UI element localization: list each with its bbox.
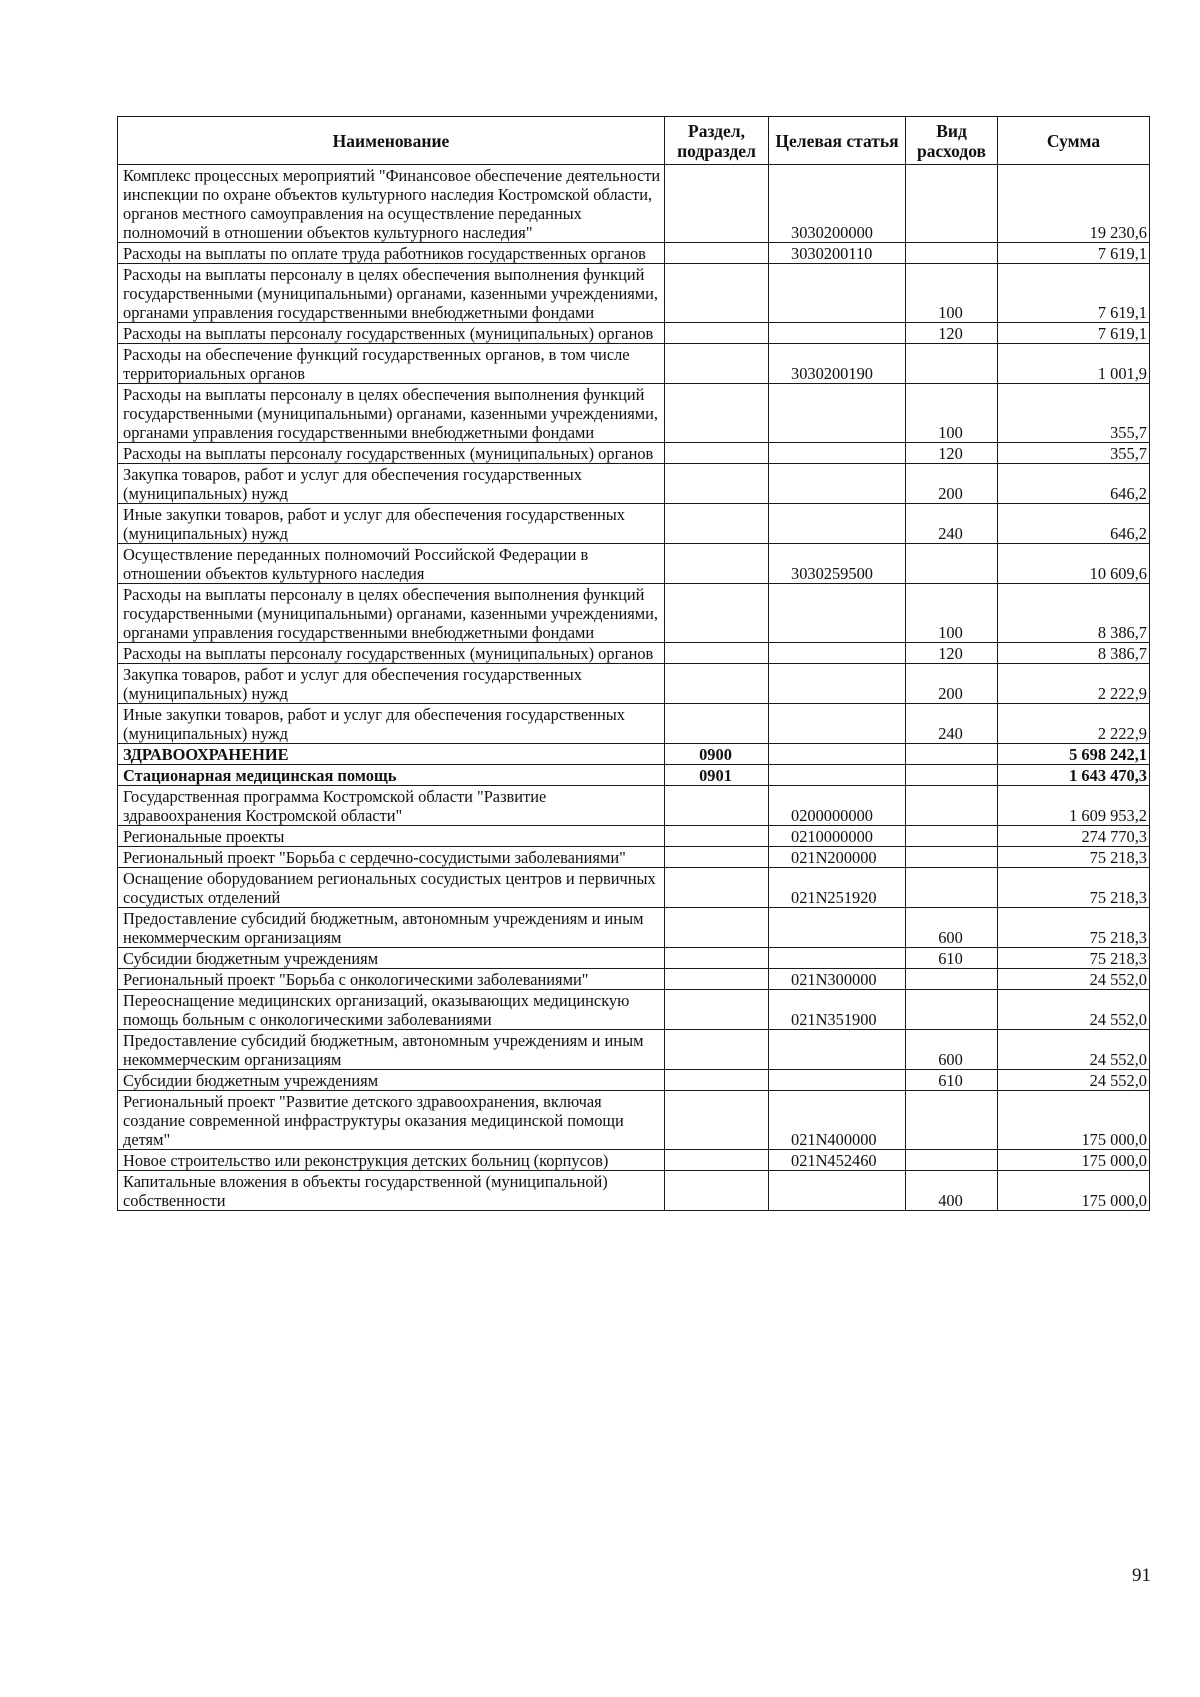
cell-razdel bbox=[665, 584, 769, 643]
cell-razdel bbox=[665, 464, 769, 504]
table-row bbox=[118, 323, 1150, 344]
cell-razdel bbox=[665, 948, 769, 969]
cell-name: Предоставление субсидий бюджетным, автономным учреждениям и иным некоммерческим организациям bbox=[118, 908, 665, 948]
cell-vid: 400 bbox=[906, 1171, 998, 1211]
cell-vid bbox=[906, 744, 998, 765]
cell-name: Переоснащение медицинских организаций, оказывающих медицинскую помощь больным с онкологическими заболеваниями bbox=[118, 990, 665, 1030]
cell-name: Оснащение оборудованием региональных сосудистых центров и первичных сосудистых отделений bbox=[118, 868, 665, 908]
cell-sum: 75 218,3 bbox=[998, 948, 1150, 969]
cell-target bbox=[769, 443, 906, 464]
cell-razdel bbox=[665, 990, 769, 1030]
header-row bbox=[118, 117, 1150, 165]
cell-sum: 75 218,3 bbox=[998, 908, 1150, 948]
cell-target bbox=[769, 323, 906, 344]
cell-razdel bbox=[665, 264, 769, 323]
cell-sum: 8 386,7 bbox=[998, 584, 1150, 643]
cell-target bbox=[769, 504, 906, 544]
cell-vid: 240 bbox=[906, 504, 998, 544]
cell-vid: 600 bbox=[906, 1030, 998, 1070]
table-row bbox=[118, 704, 1150, 744]
cell-vid: 120 bbox=[906, 643, 998, 664]
cell-name: Расходы на выплаты по оплате труда работников государственных органов bbox=[118, 243, 665, 264]
cell-razdel bbox=[665, 443, 769, 464]
table-row bbox=[118, 1171, 1150, 1211]
cell-target bbox=[769, 1171, 906, 1211]
cell-target bbox=[769, 664, 906, 704]
cell-vid: 610 bbox=[906, 948, 998, 969]
cell-vid: 100 bbox=[906, 384, 998, 443]
cell-sum: 75 218,3 bbox=[998, 847, 1150, 868]
page-number: 91 bbox=[1132, 1565, 1151, 1586]
cell-vid: 240 bbox=[906, 704, 998, 744]
header-target: Целевая статья bbox=[769, 117, 906, 165]
cell-target bbox=[769, 384, 906, 443]
cell-name: Закупка товаров, работ и услуг для обеспечения государственных (муниципальных) нужд bbox=[118, 664, 665, 704]
table-row bbox=[118, 908, 1150, 948]
cell-vid bbox=[906, 1091, 998, 1150]
table-row bbox=[118, 643, 1150, 664]
cell-razdel bbox=[665, 323, 769, 344]
budget-sheet bbox=[117, 116, 1149, 1211]
cell-target: 3030200190 bbox=[769, 344, 906, 384]
cell-name: Капитальные вложения в объекты государственной (муниципальной) собственности bbox=[118, 1171, 665, 1211]
table-row bbox=[118, 868, 1150, 908]
cell-vid bbox=[906, 165, 998, 243]
table-row bbox=[118, 504, 1150, 544]
cell-sum: 274 770,3 bbox=[998, 826, 1150, 847]
cell-sum: 646,2 bbox=[998, 504, 1150, 544]
cell-sum: 1 643 470,3 bbox=[998, 765, 1150, 786]
cell-name: Расходы на выплаты персоналу в целях обеспечения выполнения функций государственными (муниципальными) органами, казенными учреждениями, органами управления государственными внебюджетными фондами bbox=[118, 384, 665, 443]
cell-target: 0200000000 bbox=[769, 786, 906, 826]
cell-name: Иные закупки товаров, работ и услуг для обеспечения государственных (муниципальных) нужд bbox=[118, 504, 665, 544]
cell-name: Расходы на выплаты персоналу государственных (муниципальных) органов bbox=[118, 443, 665, 464]
cell-target: 0210000000 bbox=[769, 826, 906, 847]
cell-vid: 200 bbox=[906, 664, 998, 704]
cell-target: 3030259500 bbox=[769, 544, 906, 584]
cell-name: Новое строительство или реконструкция детских больниц (корпусов) bbox=[118, 1150, 665, 1171]
cell-name: Расходы на выплаты персоналу в целях обеспечения выполнения функций государственными (муниципальными) органами, казенными учреждениями, органами управления государственными внебюджетными фондами bbox=[118, 584, 665, 643]
cell-razdel bbox=[665, 243, 769, 264]
table-body bbox=[118, 165, 1150, 1211]
table-row bbox=[118, 744, 1150, 765]
header-razdel: Раздел, подраздел bbox=[665, 117, 769, 165]
cell-vid: 120 bbox=[906, 323, 998, 344]
cell-target: 021N351900 bbox=[769, 990, 906, 1030]
cell-vid bbox=[906, 969, 998, 990]
cell-sum: 1 609 953,2 bbox=[998, 786, 1150, 826]
cell-target: 3030200110 bbox=[769, 243, 906, 264]
cell-target bbox=[769, 264, 906, 323]
cell-razdel: 0901 bbox=[665, 765, 769, 786]
cell-vid bbox=[906, 990, 998, 1030]
cell-razdel bbox=[665, 344, 769, 384]
cell-razdel bbox=[665, 786, 769, 826]
table-row bbox=[118, 765, 1150, 786]
cell-razdel bbox=[665, 1150, 769, 1171]
cell-razdel: 0900 bbox=[665, 744, 769, 765]
cell-name: Иные закупки товаров, работ и услуг для обеспечения государственных (муниципальных) нужд bbox=[118, 704, 665, 744]
table-row bbox=[118, 165, 1150, 243]
cell-vid bbox=[906, 868, 998, 908]
cell-name: Расходы на выплаты персоналу государственных (муниципальных) органов bbox=[118, 643, 665, 664]
cell-sum: 175 000,0 bbox=[998, 1091, 1150, 1150]
cell-sum: 5 698 242,1 bbox=[998, 744, 1150, 765]
cell-vid bbox=[906, 765, 998, 786]
cell-vid bbox=[906, 826, 998, 847]
cell-target bbox=[769, 1030, 906, 1070]
cell-razdel bbox=[665, 704, 769, 744]
table-row bbox=[118, 1030, 1150, 1070]
cell-sum: 24 552,0 bbox=[998, 1030, 1150, 1070]
cell-sum: 2 222,9 bbox=[998, 704, 1150, 744]
cell-target: 3030200000 bbox=[769, 165, 906, 243]
table-row bbox=[118, 344, 1150, 384]
table-row bbox=[118, 443, 1150, 464]
cell-vid bbox=[906, 847, 998, 868]
cell-sum: 7 619,1 bbox=[998, 323, 1150, 344]
cell-name: Субсидии бюджетным учреждениям bbox=[118, 1070, 665, 1091]
cell-target bbox=[769, 908, 906, 948]
cell-sum: 75 218,3 bbox=[998, 868, 1150, 908]
cell-sum: 175 000,0 bbox=[998, 1150, 1150, 1171]
table-row bbox=[118, 264, 1150, 323]
cell-razdel bbox=[665, 643, 769, 664]
cell-razdel bbox=[665, 908, 769, 948]
cell-target: 021N452460 bbox=[769, 1150, 906, 1171]
cell-vid: 600 bbox=[906, 908, 998, 948]
cell-name: Осуществление переданных полномочий Российской Федерации в отношении объектов культурного наследия bbox=[118, 544, 665, 584]
cell-vid: 100 bbox=[906, 264, 998, 323]
cell-name: Государственная программа Костромской области "Развитие здравоохранения Костромской области" bbox=[118, 786, 665, 826]
table-row bbox=[118, 969, 1150, 990]
cell-razdel bbox=[665, 1091, 769, 1150]
table-row bbox=[118, 664, 1150, 704]
table-row bbox=[118, 990, 1150, 1030]
cell-name: ЗДРАВООХРАНЕНИЕ bbox=[118, 744, 665, 765]
cell-sum: 10 609,6 bbox=[998, 544, 1150, 584]
cell-vid: 120 bbox=[906, 443, 998, 464]
cell-vid: 200 bbox=[906, 464, 998, 504]
table-row bbox=[118, 1070, 1150, 1091]
table-row bbox=[118, 948, 1150, 969]
cell-razdel bbox=[665, 1070, 769, 1091]
cell-sum: 7 619,1 bbox=[998, 243, 1150, 264]
table-row bbox=[118, 786, 1150, 826]
cell-target bbox=[769, 1070, 906, 1091]
cell-razdel bbox=[665, 384, 769, 443]
cell-sum: 355,7 bbox=[998, 443, 1150, 464]
cell-sum: 646,2 bbox=[998, 464, 1150, 504]
cell-razdel bbox=[665, 544, 769, 584]
cell-vid bbox=[906, 1150, 998, 1171]
cell-vid bbox=[906, 786, 998, 826]
cell-name: Региональный проект "Развитие детского здравоохранения, включая создание современной инфраструктуры оказания медицинской помощи детям" bbox=[118, 1091, 665, 1150]
header-sum: Сумма bbox=[998, 117, 1150, 165]
cell-sum: 1 001,9 bbox=[998, 344, 1150, 384]
table-row bbox=[118, 384, 1150, 443]
cell-razdel bbox=[665, 969, 769, 990]
cell-name: Стационарная медицинская помощь bbox=[118, 765, 665, 786]
cell-name: Расходы на выплаты персоналу государственных (муниципальных) органов bbox=[118, 323, 665, 344]
cell-name: Комплекс процессных мероприятий "Финансовое обеспечение деятельности инспекции по охране объектов культурного наследия Костромской области, органов местного самоуправления на осуществление переданных полномочий в отношении объектов культурного наследия" bbox=[118, 165, 665, 243]
table-row bbox=[118, 464, 1150, 504]
cell-vid: 610 bbox=[906, 1070, 998, 1091]
cell-razdel bbox=[665, 826, 769, 847]
cell-sum: 175 000,0 bbox=[998, 1171, 1150, 1211]
cell-target bbox=[769, 948, 906, 969]
cell-vid bbox=[906, 344, 998, 384]
cell-razdel bbox=[665, 664, 769, 704]
cell-target: 021N400000 bbox=[769, 1091, 906, 1150]
cell-target bbox=[769, 584, 906, 643]
cell-target bbox=[769, 704, 906, 744]
cell-target bbox=[769, 744, 906, 765]
header-name: Наименование bbox=[118, 117, 665, 165]
cell-sum: 24 552,0 bbox=[998, 990, 1150, 1030]
cell-razdel bbox=[665, 504, 769, 544]
cell-name: Региональные проекты bbox=[118, 826, 665, 847]
cell-target bbox=[769, 643, 906, 664]
cell-name: Расходы на выплаты персоналу в целях обеспечения выполнения функций государственными (муниципальными) органами, казенными учреждениями, органами управления государственными внебюджетными фондами bbox=[118, 264, 665, 323]
cell-name: Расходы на обеспечение функций государственных органов, в том числе территориальных органов bbox=[118, 344, 665, 384]
cell-target bbox=[769, 464, 906, 504]
cell-target bbox=[769, 765, 906, 786]
table-row bbox=[118, 243, 1150, 264]
cell-sum: 24 552,0 bbox=[998, 969, 1150, 990]
cell-name: Предоставление субсидий бюджетным, автономным учреждениям и иным некоммерческим организациям bbox=[118, 1030, 665, 1070]
cell-razdel bbox=[665, 1030, 769, 1070]
budget-table bbox=[117, 116, 1150, 1211]
cell-razdel bbox=[665, 868, 769, 908]
cell-name: Закупка товаров, работ и услуг для обеспечения государственных (муниципальных) нужд bbox=[118, 464, 665, 504]
cell-target: 021N251920 bbox=[769, 868, 906, 908]
cell-target: 021N300000 bbox=[769, 969, 906, 990]
table-row bbox=[118, 1091, 1150, 1150]
cell-sum: 24 552,0 bbox=[998, 1070, 1150, 1091]
table-row bbox=[118, 826, 1150, 847]
cell-name: Региональный проект "Борьба с сердечно-сосудистыми заболеваниями" bbox=[118, 847, 665, 868]
cell-vid bbox=[906, 243, 998, 264]
cell-razdel bbox=[665, 165, 769, 243]
table-row bbox=[118, 544, 1150, 584]
cell-sum: 8 386,7 bbox=[998, 643, 1150, 664]
table-row bbox=[118, 584, 1150, 643]
table-row bbox=[118, 1150, 1150, 1171]
cell-sum: 7 619,1 bbox=[998, 264, 1150, 323]
table-row bbox=[118, 847, 1150, 868]
cell-sum: 2 222,9 bbox=[998, 664, 1150, 704]
header-vid: Вид расходов bbox=[906, 117, 998, 165]
cell-target: 021N200000 bbox=[769, 847, 906, 868]
cell-razdel bbox=[665, 847, 769, 868]
table-header bbox=[118, 117, 1150, 165]
cell-vid bbox=[906, 544, 998, 584]
cell-sum: 355,7 bbox=[998, 384, 1150, 443]
cell-name: Региональный проект "Борьба с онкологическими заболеваниями" bbox=[118, 969, 665, 990]
cell-razdel bbox=[665, 1171, 769, 1211]
cell-name: Субсидии бюджетным учреждениям bbox=[118, 948, 665, 969]
cell-vid: 100 bbox=[906, 584, 998, 643]
cell-sum: 19 230,6 bbox=[998, 165, 1150, 243]
